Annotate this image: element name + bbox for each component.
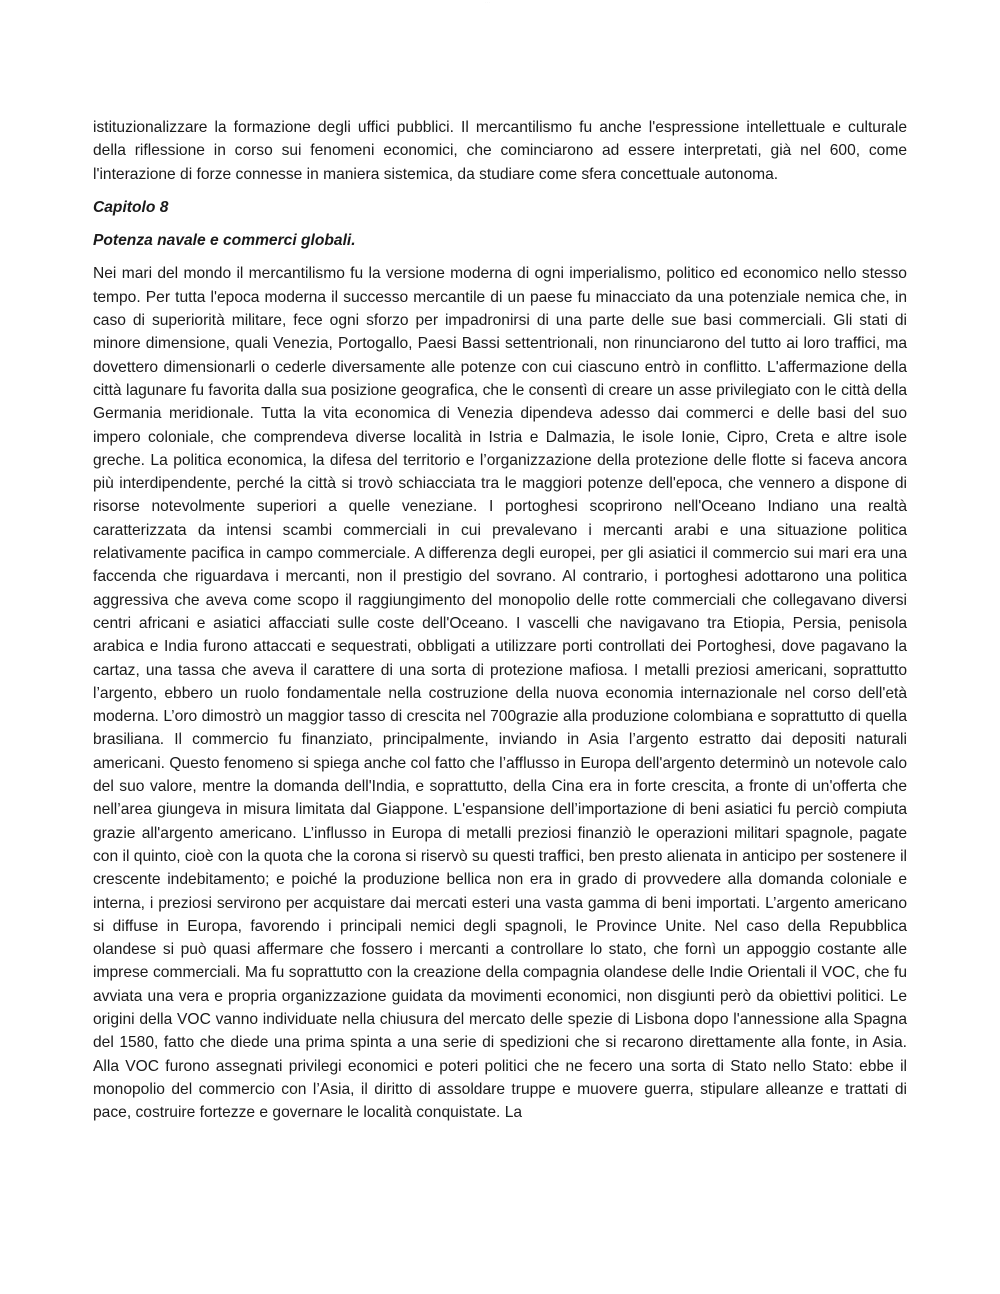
document-page (93, 116, 907, 1124)
main-paragraph: Nei mari del mondo il mercantilismo fu la versione moderna di ogni imperialismo, politico ed economico nello stesso tempo. Per tutta l'epoca moderna il successo mercantile di un paese fu minacciato da una potenziale nemica che, in caso di superiorità militare, fece ogni sforzo per impadronirsi di una parte delle sue basi commerciali. Gli stati di minore dimensione, quali Venezia, Portogallo, Paesi Bassi settentrionali, non rinunciarono del tutto ai loro traffici, ma dovettero dimensionarli o cederle diversamente alle potenze con cui ciascuno entrò in conflitto. L'affermazione della città lagunare fu favorita dalla sua posizione geografica, che le consentì di creare un asse privilegiato con le città della Germania meridionale. Tutta la vita economica di Venezia dipendeva adesso dai commerci e delle basi del suo impero coloniale, che comprendeva diverse località in Istria e Dalmazia, le isole Ionie, Cipro, Creta e altre isole greche. La politica economica, la difesa del territorio e l’organizzazione della protezione delle flotte si faceva ancora più interdipendente, perché la città si trovò schiacciata tra le maggiori potenze dell'epoca, che vennero a dispone di risorse notevolmente superiori a quelle veneziane. I portoghesi scoprirono nell'Oceano Indiano una realtà caratterizzata da intensi scambi commerciali in cui prevalevano i mercanti arabi e una situazione politica relativamente pacifica in campo commerciale. A differenza degli europei, per gli asiatici il commercio sui mari era una faccenda che riguardava i mercanti, non il prestigio del sovrano. Al contrario, i portoghesi adottarono una politica aggressiva che aveva come scopo il raggiungimento del monopolio delle rotte commerciali che collegavano diversi centri africani e asiatici affacciati sulle coste dell'Oceano. I vascelli che navigavano tra Etiopia, Persia, penisola arabica e India furono attaccati e sequestrati, obbligati a utilizzare porti controllati dei Portoghesi, dove pagavano la cartaz, una tassa che aveva il carattere di una sorta di protezione mafiosa. I metalli preziosi americani, soprattutto l’argento, ebbero un ruolo fondamentale nella costruzione della nuova economia internazionale nel corso dell'età moderna. L’oro dimostrò un maggior tasso di crescita nel 700grazie alla produzione colombiana e soprattutto di quella brasiliana. Il commercio fu finanziato, principalmente, inviando in Asia l’argento estratto dai depositi naturali americani. Questo fenomeno si spiega anche col fatto che l’afflusso in Europa dell'argento determinò un notevole calo del suo valore, mentre la domanda dell'India, e soprattutto, della Cina era in forte crescita, a fronte di un'offerta che nell’area giungeva in misura limitata dal Giappone. L'espansione dell’importazione di beni asiatici fu perciò compiuta grazie all'argento americano. L’influsso in Europa di metalli preziosi finanziò le operazioni militari spagnole, pagate con il quinto, cioè con la quota che la corona si riservò su questi traffici, ben presto alienata in anticipo per sostenere il crescente indebitamento; e poiché la produzione bellica non era in grado di provvedere alla domanda coloniale e interna, i preziosi servirono per acquistare dai mercati esteri una vasta gamma di beni importati. L’argento americano si diffuse in Europa, favorendo i principali nemici degli spagnoli, le Province Unite. Nel caso della Repubblica olandese si può quasi affermare che fossero i mercanti a controllare lo stato, che fornì un appoggio costante alle imprese commerciali. Ma fu soprattutto con la creazione della compagnia olandese delle Indie Orientali il VOC, che fu avviata una vera e propria organizzazione guidata da movimenti economici, non disgiunti però da obiettivi politici. Le origini della VOC vanno individuate nella chiusura del mercato delle spezie di Lisbona dopo l'annessione alla Spagna del 1580, fatto che diede una prima spinta a una serie di spedizioni che si recarono direttamente alla fonte, in Asia. Alla VOC furono assegnati privilegi economici e poteri politici che ne fecero una sorta di Stato nello Stato: ebbe il monopolio del commercio con l’Asia, il diritto di assoldare truppe e muovere guerra, stipulare alleanze e trattati di pace, costruire fortezze e governare le località conquistate. La (93, 265, 907, 1122)
spacer (93, 252, 907, 262)
intro-paragraph: istituzionalizzare la formazione degli uffici pubblici. Il mercantilismo fu anche l'espressione intellettuale e culturale della riflessione in corso sui fenomeni economici, che cominciarono ad essere interpretati, già nel 600, come l'interazione di forze connesse in maniera sistemica, da studiare come sfera concettuale autonoma. (93, 119, 907, 183)
spacer (93, 186, 907, 196)
chapter-label: Capitolo 8 (93, 198, 169, 216)
page-header-mark: · · · (485, 0, 490, 4)
spacer (93, 219, 907, 229)
chapter-title: Potenza navale e commerci globali. (93, 232, 356, 250)
